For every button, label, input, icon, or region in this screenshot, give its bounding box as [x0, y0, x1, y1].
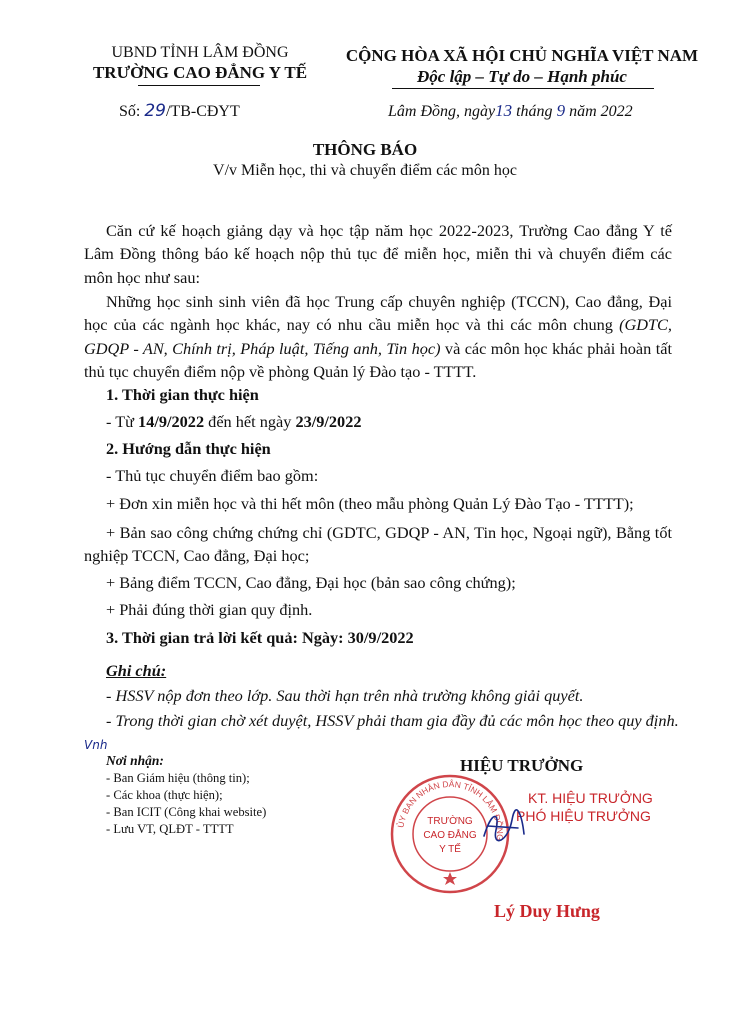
- country-name: CỘNG HÒA XÃ HỘI CHỦ NGHĨA VIỆT NAM: [345, 46, 699, 65]
- section-2-line-5: + Phải đúng thời gian quy định.: [106, 600, 313, 619]
- body-paragraph-1: Căn cứ kế hoạch giảng dạy và học tập năm học 2022-2023, Trường Cao đẳng Y tế Lâm Đồng thông báo kế hoạch nộp thủ tục để miễn học, miễn thi và chuyển điểm các môn học như sau:: [84, 221, 672, 287]
- stamp-pho-hieu-truong: PHÓ HIỆU TRƯỞNG: [516, 808, 651, 824]
- section-1-title: 1. Thời gian thực hiện: [106, 385, 259, 404]
- signer-name: Lý Duy Hưng: [494, 901, 600, 921]
- motto-underline: [392, 88, 654, 89]
- org-underline: [138, 85, 260, 86]
- recipient-item: - Ban ICIT (Công khai website): [106, 805, 267, 819]
- signature-scribble: [478, 806, 528, 848]
- place-and-date: Lâm Đồng, ngày13 tháng 9 năm 2022: [388, 101, 633, 120]
- section-2-line-3: + Bản sao công chứng chứng chỉ (GDTC, GDQP - AN, Tin học, Ngoại ngữ), Bằng tốt nghiệp TCCN, Cao đẳng, Đại học;: [84, 523, 672, 566]
- notes-title: Ghi chú:: [106, 661, 167, 680]
- document-subtitle: V/v Miễn học, thi và chuyển điểm các môn học: [213, 162, 517, 179]
- seal-center-line-3: Y TẾ: [439, 844, 461, 855]
- seal-center-line-2: CAO ĐẲNG: [423, 830, 477, 841]
- stamp-kt-hieu-truong: KT. HIỆU TRƯỞNG: [528, 790, 653, 806]
- note-line-1: - HSSV nộp đơn theo lớp. Sau thời hạn trên nhà trường không giải quyết.: [106, 686, 584, 705]
- signature-title: HIỆU TRƯỞNG: [460, 756, 584, 775]
- national-motto: Độc lập – Tự do – Hạnh phúc: [417, 67, 627, 86]
- section-1-period: - Từ 14/9/2022 đến hết ngày 23/9/2022: [106, 412, 362, 431]
- handwritten-doc-number: 29: [144, 101, 166, 121]
- recipient-item: - Ban Giám hiệu (thông tin);: [106, 771, 250, 785]
- handwritten-initial: Vnh: [84, 738, 108, 753]
- org-line-1: UBND TỈNH LÂM ĐỒNG: [111, 44, 289, 61]
- body-paragraph-2: Những học sinh sinh viên đã học Trung cấp chuyên nghiệp (TCCN), Cao đẳng, Đại học của các ngành học khác, nay có nhu cầu miễn học và thi các môn chung (GDTC, GDQP - AN, Chính trị, Pháp luật, Tiếng anh, Tin học) và các môn học khác phải hoàn tất thủ tục chuyển điểm nộp về phòng Quản lý Đào tạo - TTTT.: [84, 292, 672, 381]
- section-2-line-2: + Đơn xin miễn học và thi hết môn (theo mẫu phòng Quản Lý Đào Tạo - TTTT);: [106, 494, 634, 513]
- org-line-2: TRƯỜNG CAO ĐẲNG Y TẾ: [92, 63, 308, 82]
- recipient-item: - Các khoa (thực hiện);: [106, 788, 223, 802]
- section-2-line-4: + Bảng điểm TCCN, Cao đẳng, Đại học (bản sao công chứng);: [106, 573, 516, 592]
- note-line-2: - Trong thời gian chờ xét duyệt, HSSV phải tham gia đầy đủ các môn học theo quy định. Vnh: [84, 711, 679, 753]
- document-number: Số: 29/TB-CĐYT: [119, 101, 240, 121]
- section-3-title: 3. Thời gian trả lời kết quả: Ngày: 30/9/2022: [106, 628, 414, 647]
- recipients-title: Nơi nhận:: [106, 753, 164, 768]
- section-2-title: 2. Hướng dẫn thực hiện: [106, 439, 271, 458]
- seal-ring-text: ỦY BAN NHÂN DÂN TỈNH LÂM ĐỒNG: [395, 778, 506, 842]
- recipient-item: - Lưu VT, QLĐT - TTTT: [106, 822, 234, 836]
- handwritten-day: 13: [495, 101, 513, 120]
- seal-center-line-1: TRƯỜNG: [427, 816, 473, 827]
- section-2-line-1: - Thủ tục chuyển điểm bao gồm:: [106, 466, 319, 485]
- document-title: THÔNG BÁO: [312, 140, 418, 159]
- seal-star-icon: [443, 872, 457, 885]
- handwritten-month: 9: [556, 101, 566, 120]
